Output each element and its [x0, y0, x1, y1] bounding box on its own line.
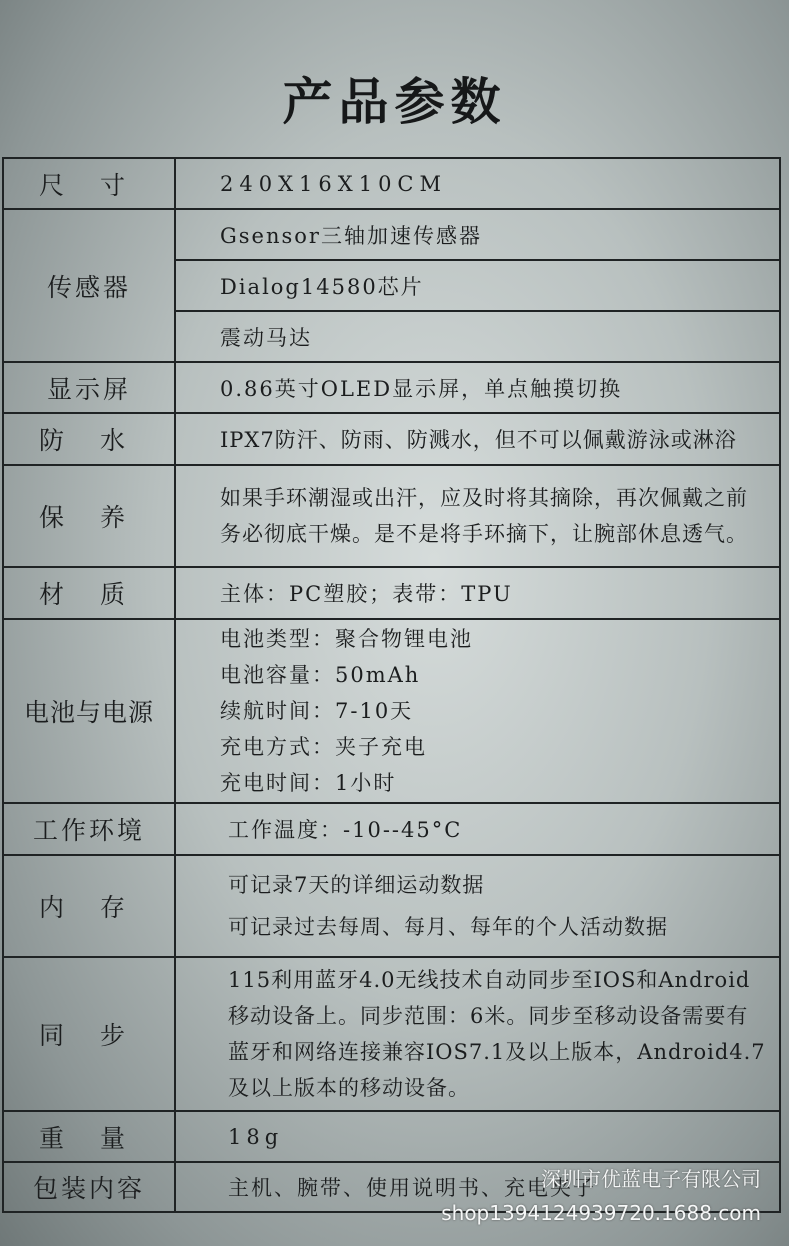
- row-material: [3, 567, 780, 619]
- row-environment: [3, 803, 780, 855]
- watermark-company: 深圳市优蓝电子有限公司: [541, 1167, 761, 1191]
- environment-label: 工作环境: [3, 803, 175, 855]
- environment-value: 工作温度：-10--45°C: [175, 803, 780, 855]
- watermark-url: shop1394124939720.1688.com: [441, 1201, 761, 1225]
- sensor-value-1: Gsensor三轴加速传感器: [175, 209, 780, 260]
- battery-value: [175, 619, 780, 803]
- material-value: 主体：PC塑胶；表带：TPU: [175, 567, 780, 619]
- memory-value: [175, 855, 780, 957]
- page-title: 产品参数: [282, 72, 507, 131]
- sync-line: 及以上版本的移动设备。: [228, 1076, 470, 1100]
- care-line: 如果手环潮湿或出汗，应及时将其摘除，再次佩戴之前: [220, 486, 748, 510]
- care-value: [175, 465, 780, 567]
- row-waterproof: [3, 413, 780, 465]
- battery-label: 电池与电源: [3, 619, 175, 803]
- material-label: 材 质: [3, 567, 175, 619]
- size-value: 240X16X10CM: [175, 158, 780, 209]
- spec-table: [2, 157, 781, 1213]
- weight-value: 18g: [175, 1111, 780, 1162]
- battery-line: 充电时间：1小时: [220, 771, 397, 795]
- size-label: 尺 寸: [3, 158, 175, 209]
- sync-label: 同 步: [3, 957, 175, 1111]
- sensor-value-2: Dialog14580芯片: [175, 260, 780, 311]
- care-label: 保 养: [3, 465, 175, 567]
- weight-label: 重 量: [3, 1111, 175, 1162]
- row-display: [3, 362, 780, 413]
- row-care: [3, 465, 780, 567]
- package-label: 包装内容: [3, 1162, 175, 1212]
- row-sync: [3, 957, 780, 1111]
- package-value: 主机、腕带、使用说明书、充电夹子: [175, 1162, 780, 1212]
- sync-line: 蓝牙和网络连接兼容IOS7.1及以上版本，Android4.7: [228, 1040, 766, 1064]
- battery-line: 续航时间：7-10天: [220, 699, 414, 723]
- sync-value: [175, 957, 780, 1111]
- sync-line: 移动设备上。同步范围：6米。同步至移动设备需要有: [228, 1004, 749, 1028]
- sensor-value-3: 震动马达: [175, 311, 780, 362]
- row-battery: [3, 619, 780, 803]
- row-weight: [3, 1111, 780, 1162]
- battery-line: 电池容量：50mAh: [220, 663, 421, 687]
- battery-line: 充电方式：夹子充电: [220, 735, 427, 759]
- display-value: 0.86英寸OLED显示屏，单点触摸切换: [175, 362, 780, 413]
- row-size: [3, 158, 780, 209]
- row-memory: [3, 855, 780, 957]
- battery-line: 电池类型：聚合物锂电池: [220, 627, 473, 651]
- care-line: 务必彻底干燥。是不是将手环摘下，让腕部休息透气。: [220, 522, 748, 546]
- memory-line: 可记录7天的详细运动数据: [228, 873, 485, 897]
- memory-line: 可记录过去每周、每月、每年的个人活动数据: [228, 915, 668, 939]
- sync-line: 115利用蓝牙4.0无线技术自动同步至IOS和Android: [228, 968, 751, 992]
- waterproof-label: 防 水: [3, 413, 175, 465]
- waterproof-value: IPX7防汗、防雨、防溅水，但不可以佩戴游泳或淋浴: [175, 413, 780, 465]
- row-sensor: [3, 209, 780, 260]
- sensor-label: 传感器: [3, 209, 175, 362]
- display-label: 显示屏: [3, 362, 175, 413]
- memory-label: 内 存: [3, 855, 175, 957]
